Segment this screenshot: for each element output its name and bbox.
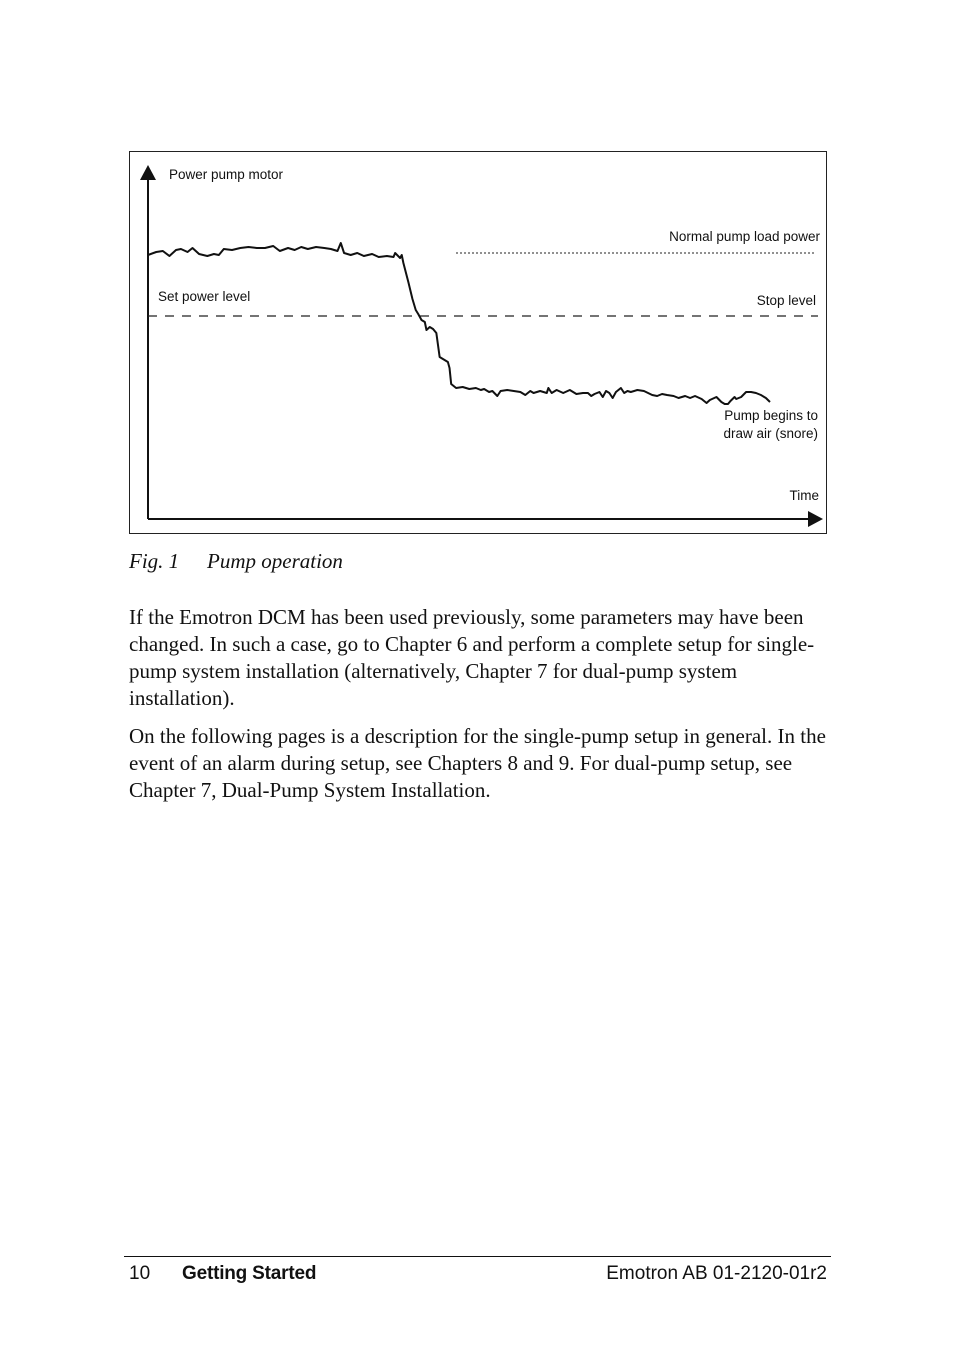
body-paragraph-2: On the following pages is a description for the single-pump setup in general. In the event of an alarm during setup, see Chapters 8 and 9. For dual-pump setup, see Chapter 7, Dual-Pump System Installation. <box>129 724 826 802</box>
footer-rule <box>124 1256 831 1257</box>
x-axis-arrow <box>808 511 823 527</box>
set-power-label: Set power level <box>158 289 251 304</box>
figure-caption <box>129 549 343 574</box>
y-axis-arrow <box>140 165 156 180</box>
x-axis-label: Time <box>789 488 819 503</box>
section-title: Getting Started <box>182 1263 317 1284</box>
figure-title: Pump operation <box>207 549 343 573</box>
pump-operation-figure <box>129 151 827 534</box>
snore-label-line1: Pump begins to <box>724 408 818 423</box>
page-number: 10 <box>129 1263 151 1284</box>
pump-operation-diagram <box>130 152 828 535</box>
y-axis-label: Power pump motor <box>169 167 284 182</box>
body-paragraph-1: If the Emotron DCM has been used previously, some parameters may have been changed. In such a case, go to Chapter 6 and perform a complete setup for single-pump system installation (alternatively, Chapter 7 for dual-pump system installation). <box>129 605 815 710</box>
document-id: Emotron AB 01-2120-01r2 <box>606 1263 827 1284</box>
figure-number: Fig. 1 <box>129 549 180 573</box>
normal-load-label: Normal pump load power <box>669 229 820 244</box>
stop-level-label: Stop level <box>756 293 816 308</box>
snore-label-line2: draw air (snore) <box>723 426 818 441</box>
pump-power-curve <box>148 243 770 404</box>
